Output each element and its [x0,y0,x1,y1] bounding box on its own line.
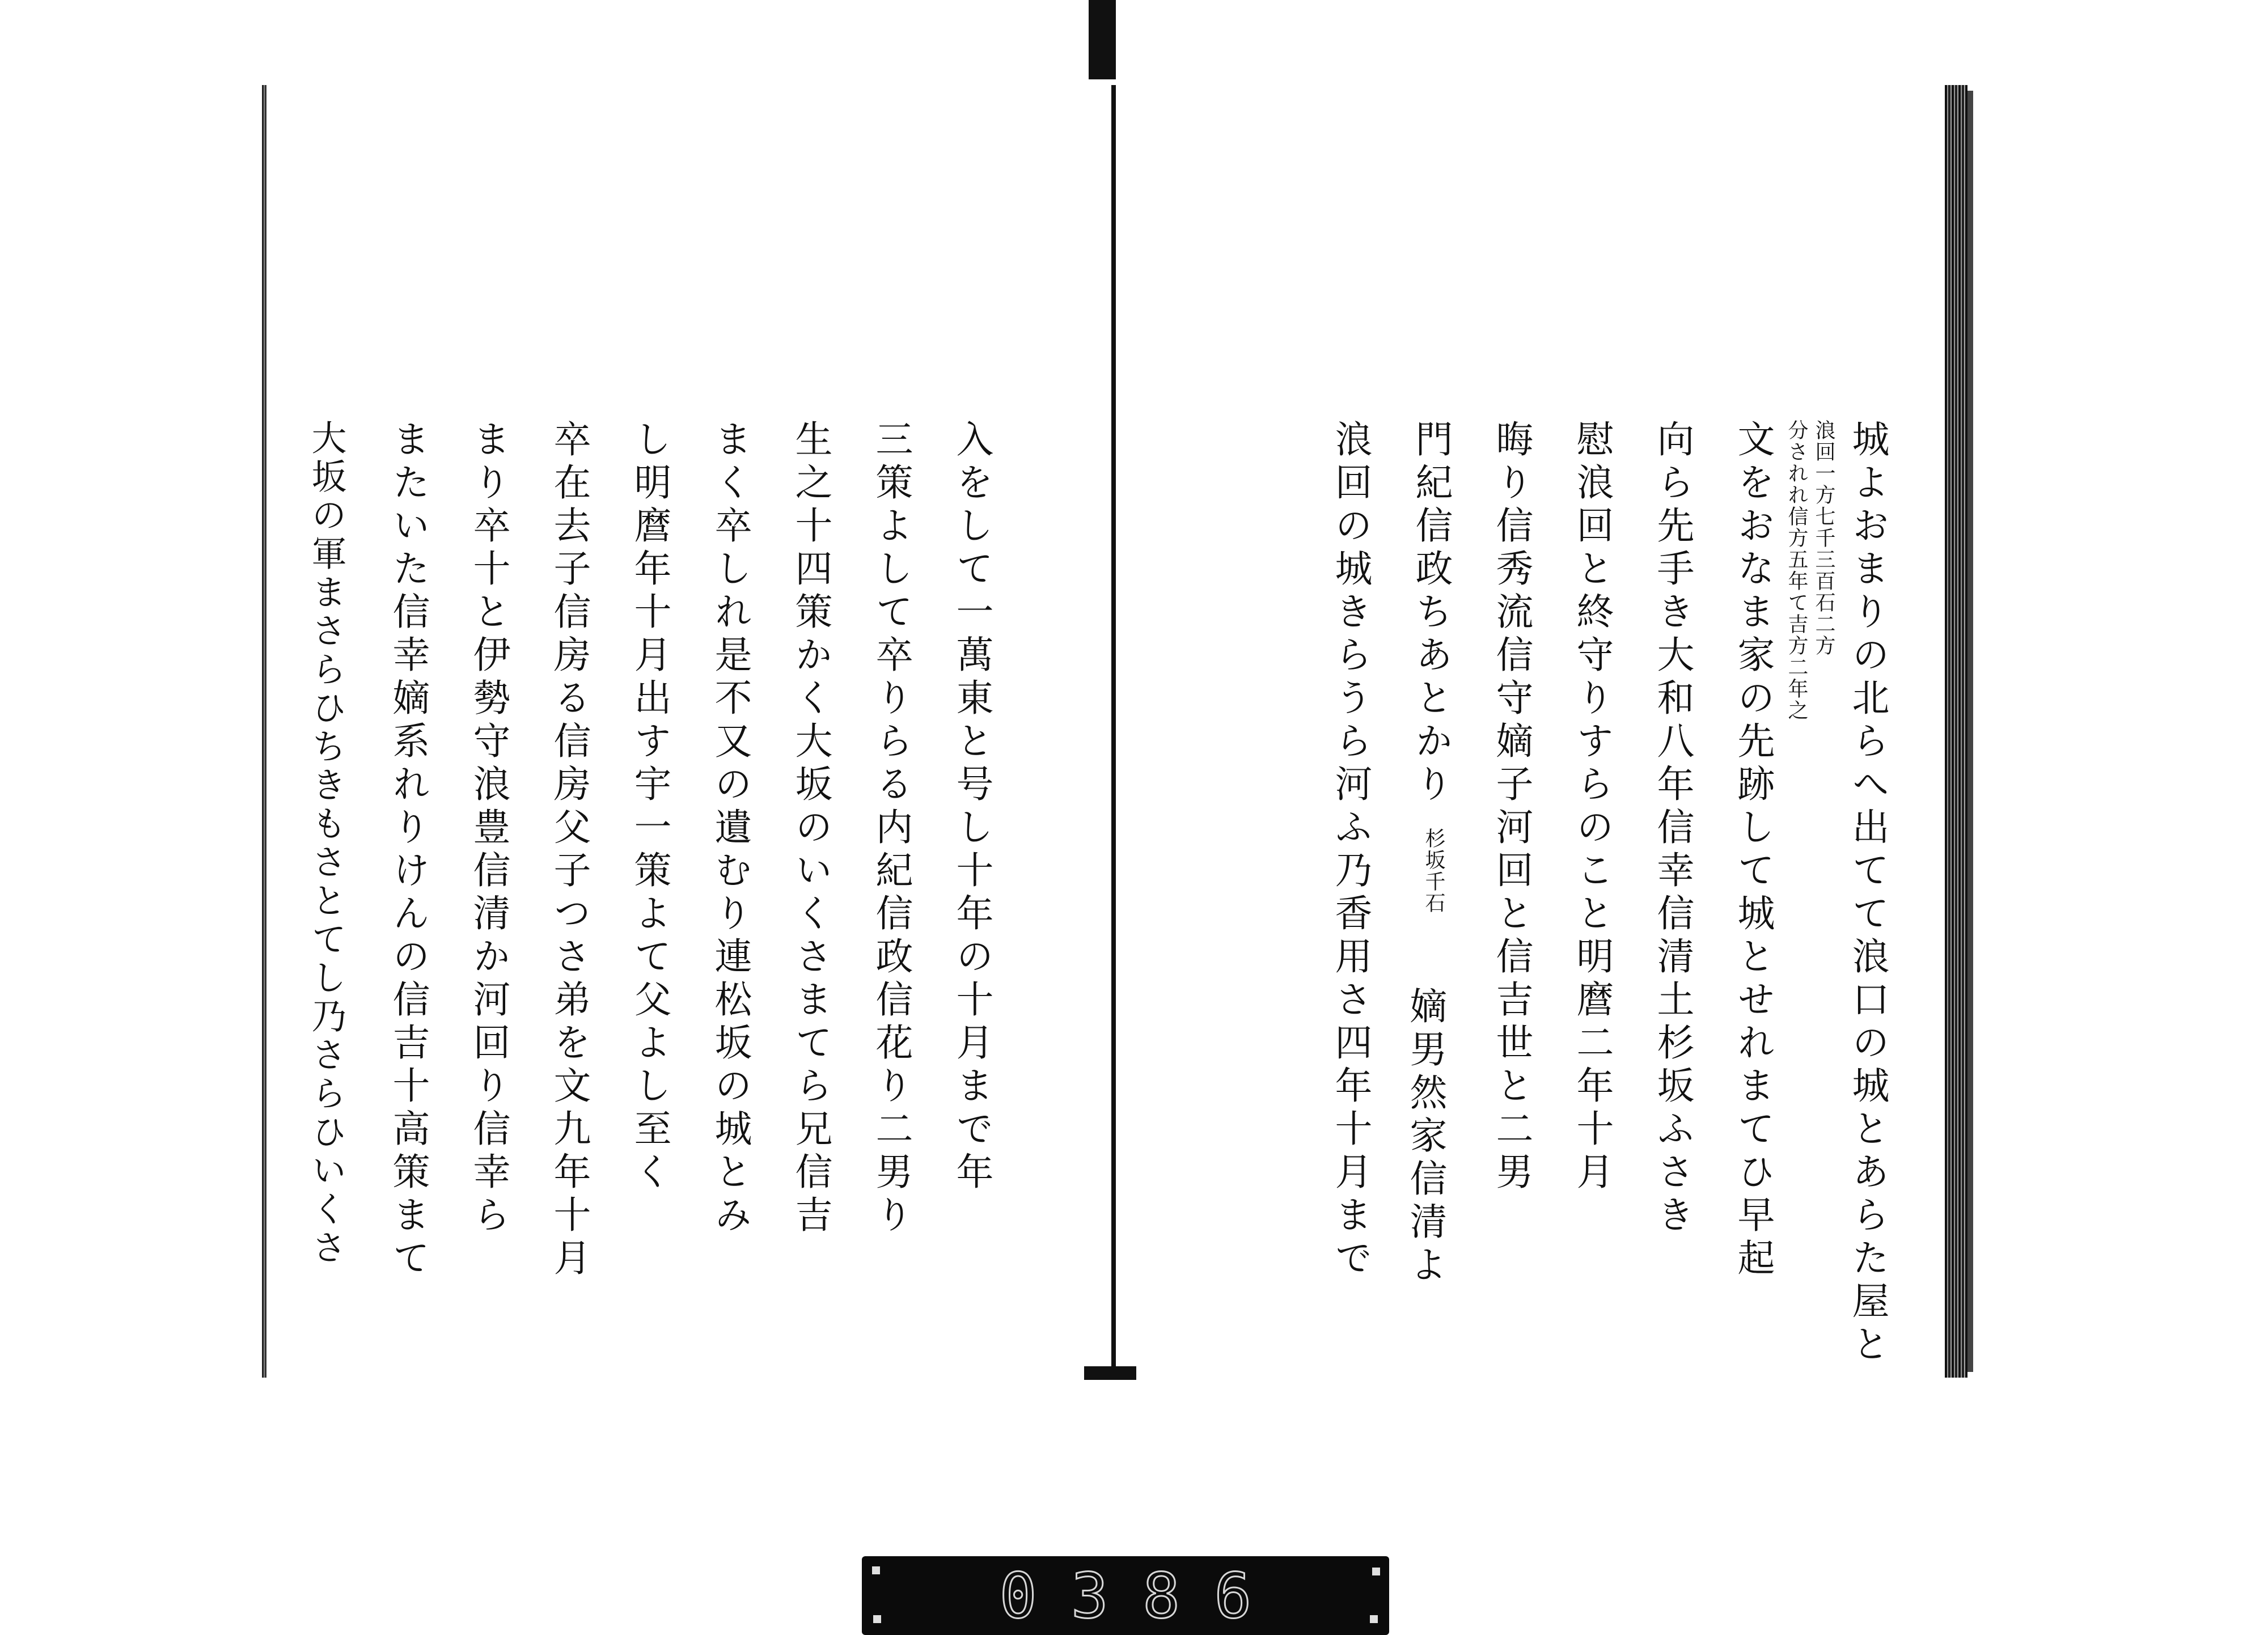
right-page-note: 浪回一方七千三百石二方 [1812,420,1835,656]
left-page-column: 三策よして卒りらる内紀信政信花り二男り [869,420,913,1238]
right-page-column: 慰浪回と終守りすらのこと明麿二年十月 [1570,420,1614,1195]
right-page-column: 晦り信秀流信守嫡子河回と信吉世と二男 [1490,420,1533,1195]
right-page-edge-outer [1967,91,1973,1372]
page-number-digit: 0 [999,1559,1037,1632]
left-page-column: 入をして一萬東と号し十年の十月まで年 [950,420,993,1195]
label-speck [1372,1568,1380,1575]
right-page-column: 文をおなま家の先跡して城とせれまてひ早起 [1731,420,1775,1281]
binding-clip-bottom [1084,1366,1136,1380]
page-number-digit: 8 [1143,1559,1180,1632]
page-number-digit: 3 [1070,1559,1108,1632]
label-speck [1370,1615,1378,1623]
right-page-column: 門紀信政ちあとかり [1409,420,1453,807]
right-page-column: 城よおまりの北らへ出てて浪口の城とあらた屋と [1846,420,1889,1367]
left-page [266,85,1111,1378]
left-page-column: まく卒しれ是不又の遺むり連松坂の城とみ [708,420,752,1238]
left-page-column: し明麿年十月出す宇一策よて父よし至く [628,420,671,1195]
binding-clip-top [1089,0,1116,79]
page-number-digit: 6 [1214,1559,1252,1632]
label-speck [872,1566,880,1574]
book-gutter [1111,85,1116,1372]
right-page-column: 向ら先手き大和八年信幸信清土杉坂ふさき [1651,420,1694,1238]
left-page-column: まり卒十と伊勢守浪豊信清か河回り信幸ら [467,420,510,1238]
left-page-column: またいた信幸嫡系れりけんの信吉十高策まて [386,420,430,1281]
left-page-column: 卒在去子信房る信房父子つさ弟を文九年十月 [547,420,591,1281]
label-speck [873,1615,881,1623]
right-page-note: 分されれ信方五年て吉方二年之 [1785,420,1808,721]
right-page-column: 嫡男然家信清よ [1403,986,1447,1288]
right-page [1128,85,1973,1378]
right-page-column: 浪回の城きらうら河ふ乃香用さ四年十月まで [1328,420,1372,1281]
page-number-label [862,1556,1389,1635]
left-page-column: 生之十四策かく大坂のいくさまてら兄信吉 [789,420,832,1238]
left-page-column: 大坂の軍まさらひちきもさとてし乃さらひいくさ [306,420,347,1268]
right-page-note: 杉坂千石 [1422,828,1445,914]
right-page-edge [1945,85,1967,1378]
